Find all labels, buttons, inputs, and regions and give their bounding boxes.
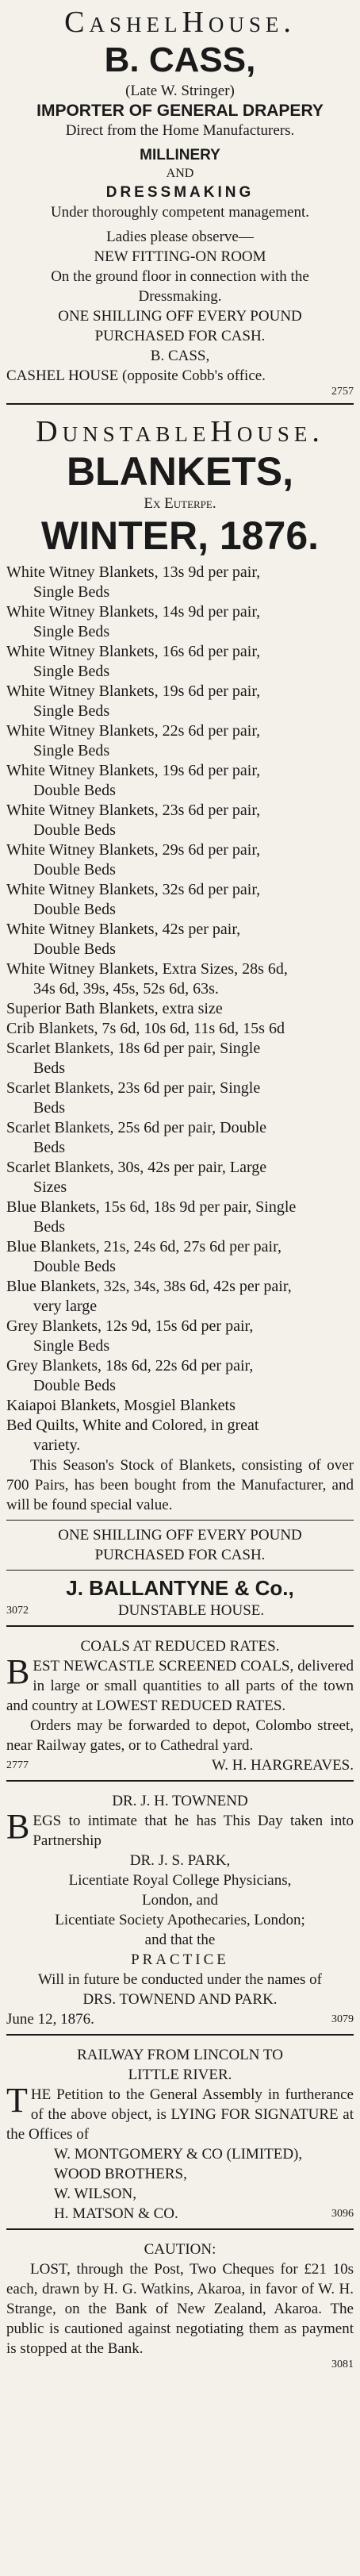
price-list-item-size: 34s 6d, 39s, 45s, 52s 6d, 63s. [33, 980, 219, 998]
office-name: H. MATSON & CO. [54, 2205, 178, 2222]
price-list-item-size: Double Beds [33, 1258, 116, 1275]
price-list-item [6, 1396, 354, 1416]
price-list-item-size: Beds [33, 1099, 65, 1117]
price-list-item-text: Scarlet Blankets, 18s 6d per pair, Single [6, 1040, 261, 1057]
management-line: Under thoroughly competent management. [50, 204, 310, 221]
price-list-item [6, 1356, 354, 1396]
coals-ad [6, 1632, 354, 1775]
signature: W. H. HARGREAVES. [212, 1757, 354, 1774]
practice-firm: DRS. TOWNEND AND PARK. [82, 1991, 278, 2008]
ship-name: Ex Euterpe. [144, 495, 216, 512]
price-list-item-size: Single Beds [33, 1337, 110, 1355]
railway-paragraph: HE Petition to the General Assembly in furtherance of the above object, is LYING FOR SIGNATURE at the Offices of [6, 2086, 354, 2143]
cashel-house-title: CashelHouse. [64, 6, 296, 39]
price-list-item [6, 1237, 354, 1277]
credential-line: London, and [141, 1892, 219, 1909]
townend-paragraph: EGS to intimate that he has This Day taken into Partnership [33, 1813, 354, 1849]
coals-footer [6, 1755, 354, 1775]
dunstable-house-ad [6, 409, 354, 1621]
price-list-item [6, 959, 354, 999]
notice-line: On the ground floor in connection with the [51, 268, 309, 285]
price-list-item-size: Double Beds [33, 901, 116, 918]
price-list-item [6, 999, 354, 1019]
price-list-item [6, 1078, 354, 1118]
predecessor-note: (Late W. Stringer) [125, 83, 235, 99]
railway-ad [6, 2040, 354, 2224]
price-list-item-text: White Witney Blankets, 19s 6d per pair, [6, 682, 261, 700]
cash-discount-line: ONE SHILLING OFF EVERY POUND [58, 308, 302, 325]
price-list-item [6, 602, 354, 642]
practice-text: Will in future be conducted under the names of [37, 1971, 322, 1988]
shop-address: CASHEL HOUSE (opposite Cobb's office. [6, 367, 266, 384]
cash-discount-line-2: PURCHASED FOR CASH. [94, 1547, 266, 1563]
cashel-house-ad [6, 0, 354, 398]
price-list-item-text: Blue Blankets, 15s 6d, 18s 9d per pair, Single [6, 1198, 297, 1216]
credential-line: and that the [144, 1932, 216, 1948]
price-list-item-size: Sizes [33, 1178, 67, 1196]
price-list-item-text: White Witney Blankets, 16s 6d per pair, [6, 643, 261, 660]
stock-description: This Season's Stock of Blankets, consisting of over 700 Pairs, has been bought from the Manufacturer, and will be found special value. [6, 1457, 354, 1513]
section-divider [6, 1520, 354, 1521]
price-list-item [6, 563, 354, 602]
caution-text: LOST, through the Post, Two Cheques for £21 10s each, drawn by H. G. Watkins, Akaroa, in favor of W. H. Strange, on the Bank of New Zealand, Akaroa. The public is cautioned against negotiating them as payment is stopped at the Bank. [6, 2261, 354, 2357]
railway-heading-2: LITTLE RIVER. [128, 2067, 232, 2083]
cash-discount-line: ONE SHILLING OFF EVERY POUND [58, 1527, 302, 1544]
railway-text [6, 2081, 354, 2144]
price-list-item-size: Single Beds [33, 623, 110, 640]
price-list-item-text: Scarlet Blankets, 25s 6d per pair, Double [6, 1119, 267, 1136]
townend-heading: DR. J. H. TOWNEND [112, 1793, 248, 1809]
price-list-item [6, 642, 354, 682]
price-list-item-size: Beds [33, 1139, 65, 1156]
ad-reference-number: 3079 [331, 2013, 354, 2025]
price-list-item-text: White Witney Blankets, Extra Sizes, 28s 6d, [6, 960, 288, 978]
fitting-room-heading: NEW FITTING-ON ROOM [94, 248, 266, 265]
blankets-heading: BLANKETS, [66, 449, 294, 494]
dunstable-house-title: DunstableHouse. [36, 415, 324, 448]
price-list-item-text: White Witney Blankets, 13s 9d per pair, [6, 563, 261, 581]
price-list-item-text: White Witney Blankets, 42s per pair, [6, 921, 241, 938]
price-list-item [6, 721, 354, 761]
house-name: DUNSTABLE HOUSE. [117, 1602, 265, 1619]
price-list-item-size: Double Beds [33, 1377, 116, 1394]
price-list-item [6, 1118, 354, 1158]
townend-text [6, 1807, 354, 1851]
price-list-item-text: Scarlet Blankets, 23s 6d per pair, Single [6, 1079, 261, 1097]
section-divider [6, 1570, 354, 1571]
millinery-heading: MILLINERY [140, 147, 220, 163]
price-list-item-size: Single Beds [33, 583, 110, 601]
firm-footer [6, 1601, 354, 1621]
practice-heading: PRACTICE [131, 1951, 229, 1968]
price-list-item-text: Kaiapoi Blankets, Mosgiel Blankets [6, 1397, 236, 1414]
railway-footer [6, 2204, 354, 2224]
office-name: W. WILSON, [54, 2186, 136, 2202]
coals-paragraph: EST NEWCASTLE SCREENED COALS, delivered in large or small quantities to all parts of the town and country at LOWEST REDUCED RATES. [6, 1658, 354, 1714]
drop-cap: B [6, 1807, 30, 1846]
price-list-item [6, 682, 354, 721]
price-list-item [6, 1019, 354, 1039]
price-list-item [6, 1416, 354, 1455]
price-list-item [6, 1158, 354, 1198]
coals-heading: COALS AT REDUCED RATES. [80, 1638, 280, 1655]
ad-reference-number: 3081 [331, 2359, 354, 2370]
section-divider [6, 1780, 354, 1782]
and-word: AND [166, 167, 194, 180]
coals-orders: Orders may be forwarded to depot, Colombo street, near Railway gates, or to Cathedral yard. [6, 1717, 354, 1754]
price-list-item [6, 1039, 354, 1078]
townend-footer [6, 2009, 354, 2029]
price-list-item-text: Crib Blankets, 7s 6d, 10s 6d, 11s 6d, 15s 6d [6, 1020, 285, 1037]
price-list-item-size: variety. [33, 1436, 81, 1454]
price-list-item-size: Double Beds [33, 782, 116, 799]
price-list-item-size: Double Beds [33, 940, 116, 958]
price-list-item [6, 840, 354, 880]
cash-discount-line-2: PURCHASED FOR CASH. [94, 328, 266, 344]
notice-line-2: Dressmaking. [138, 288, 222, 305]
price-list-item-text: Blue Blankets, 21s, 24s 6d, 27s 6d per pair, [6, 1238, 281, 1255]
price-list-item-text: White Witney Blankets, 23s 6d per pair, [6, 802, 261, 819]
drop-cap: T [6, 2081, 28, 2120]
section-divider [6, 1625, 354, 1627]
business-line: IMPORTER OF GENERAL DRAPERY [36, 102, 324, 120]
blanket-price-list [6, 563, 354, 1455]
caution-ad [6, 2235, 354, 2371]
ad-reference-number: 2757 [331, 386, 354, 398]
price-list-item-size: Beds [33, 1218, 65, 1236]
ad-reference-number: 2777 [6, 1759, 29, 1771]
price-list-item-text: Grey Blankets, 12s 9d, 15s 6d per pair, [6, 1317, 254, 1335]
price-list-item-size: Single Beds [33, 742, 110, 759]
price-list-item-text: White Witney Blankets, 29s 6d per pair, [6, 841, 261, 859]
section-divider [6, 2034, 354, 2036]
proprietor-name: B. CASS, [104, 40, 256, 79]
price-list-item [6, 880, 354, 920]
price-list-item [6, 761, 354, 801]
price-list-item [6, 801, 354, 840]
drop-cap: B [6, 1652, 30, 1691]
dressmaking-heading: DRESSMAKING [105, 184, 255, 201]
coals-text [6, 1652, 354, 1716]
railway-heading: RAILWAY FROM LINCOLN TO [77, 2047, 283, 2063]
price-list-item-size: Double Beds [33, 821, 116, 839]
price-list-item [6, 920, 354, 959]
price-list-item-text: White Witney Blankets, 22s 6d per pair, [6, 722, 261, 740]
price-list-item-size: Single Beds [33, 702, 110, 720]
season-heading: WINTER, 1876. [40, 513, 320, 558]
credential-line: Licentiate Society Apothecaries, London; [55, 1912, 305, 1928]
ad-reference-number: 3072 [6, 1605, 29, 1617]
price-list-item-size: Double Beds [33, 861, 116, 879]
price-list-item-text: White Witney Blankets, 32s 6d per pair, [6, 881, 261, 898]
ad-reference-number: 3096 [331, 2208, 354, 2220]
price-list-item-text: Bed Quilts, White and Colored, in great [6, 1417, 259, 1434]
notice-intro: Ladies please observe— [106, 229, 254, 245]
price-list-item [6, 1198, 354, 1237]
price-list-item-text: Superior Bath Blankets, extra size [6, 1000, 223, 1017]
price-list-item-text: Blue Blankets, 32s, 34s, 38s 6d, 42s per pair, [6, 1278, 292, 1295]
price-list-item-size: Single Beds [33, 663, 110, 680]
ad-date: June 12, 1876. [6, 2011, 94, 2028]
section-divider [6, 403, 354, 405]
price-list-item-size: Beds [33, 1059, 65, 1077]
partner-name: DR. J. S. PARK, [129, 1852, 231, 1869]
price-list-item-text: White Witney Blankets, 14s 9d per pair, [6, 603, 261, 621]
firm-name: J. BALLANTYNE & Co., [66, 1576, 294, 1600]
townend-ad [6, 1786, 354, 2029]
price-list-item [6, 1277, 354, 1317]
price-list-item-size: very large [33, 1298, 98, 1315]
source-line: Direct from the Home Manufacturers. [65, 122, 295, 139]
price-list-item-text: Scarlet Blankets, 30s, 42s per pair, Large [6, 1159, 267, 1176]
signature: B. CASS, [150, 348, 210, 364]
price-list-item-text: Grey Blankets, 18s 6d, 22s 6d per pair, [6, 1357, 254, 1375]
credential-line: Licentiate Royal College Physicians, [68, 1872, 292, 1889]
price-list-item [6, 1317, 354, 1356]
office-name: WOOD BROTHERS, [54, 2166, 187, 2182]
caution-heading: CAUTION: [144, 2241, 216, 2258]
price-list-item-text: White Witney Blankets, 19s 6d per pair, [6, 762, 261, 779]
section-divider [6, 2228, 354, 2230]
office-name: W. MONTGOMERY & CO (LIMITED), [54, 2146, 303, 2163]
